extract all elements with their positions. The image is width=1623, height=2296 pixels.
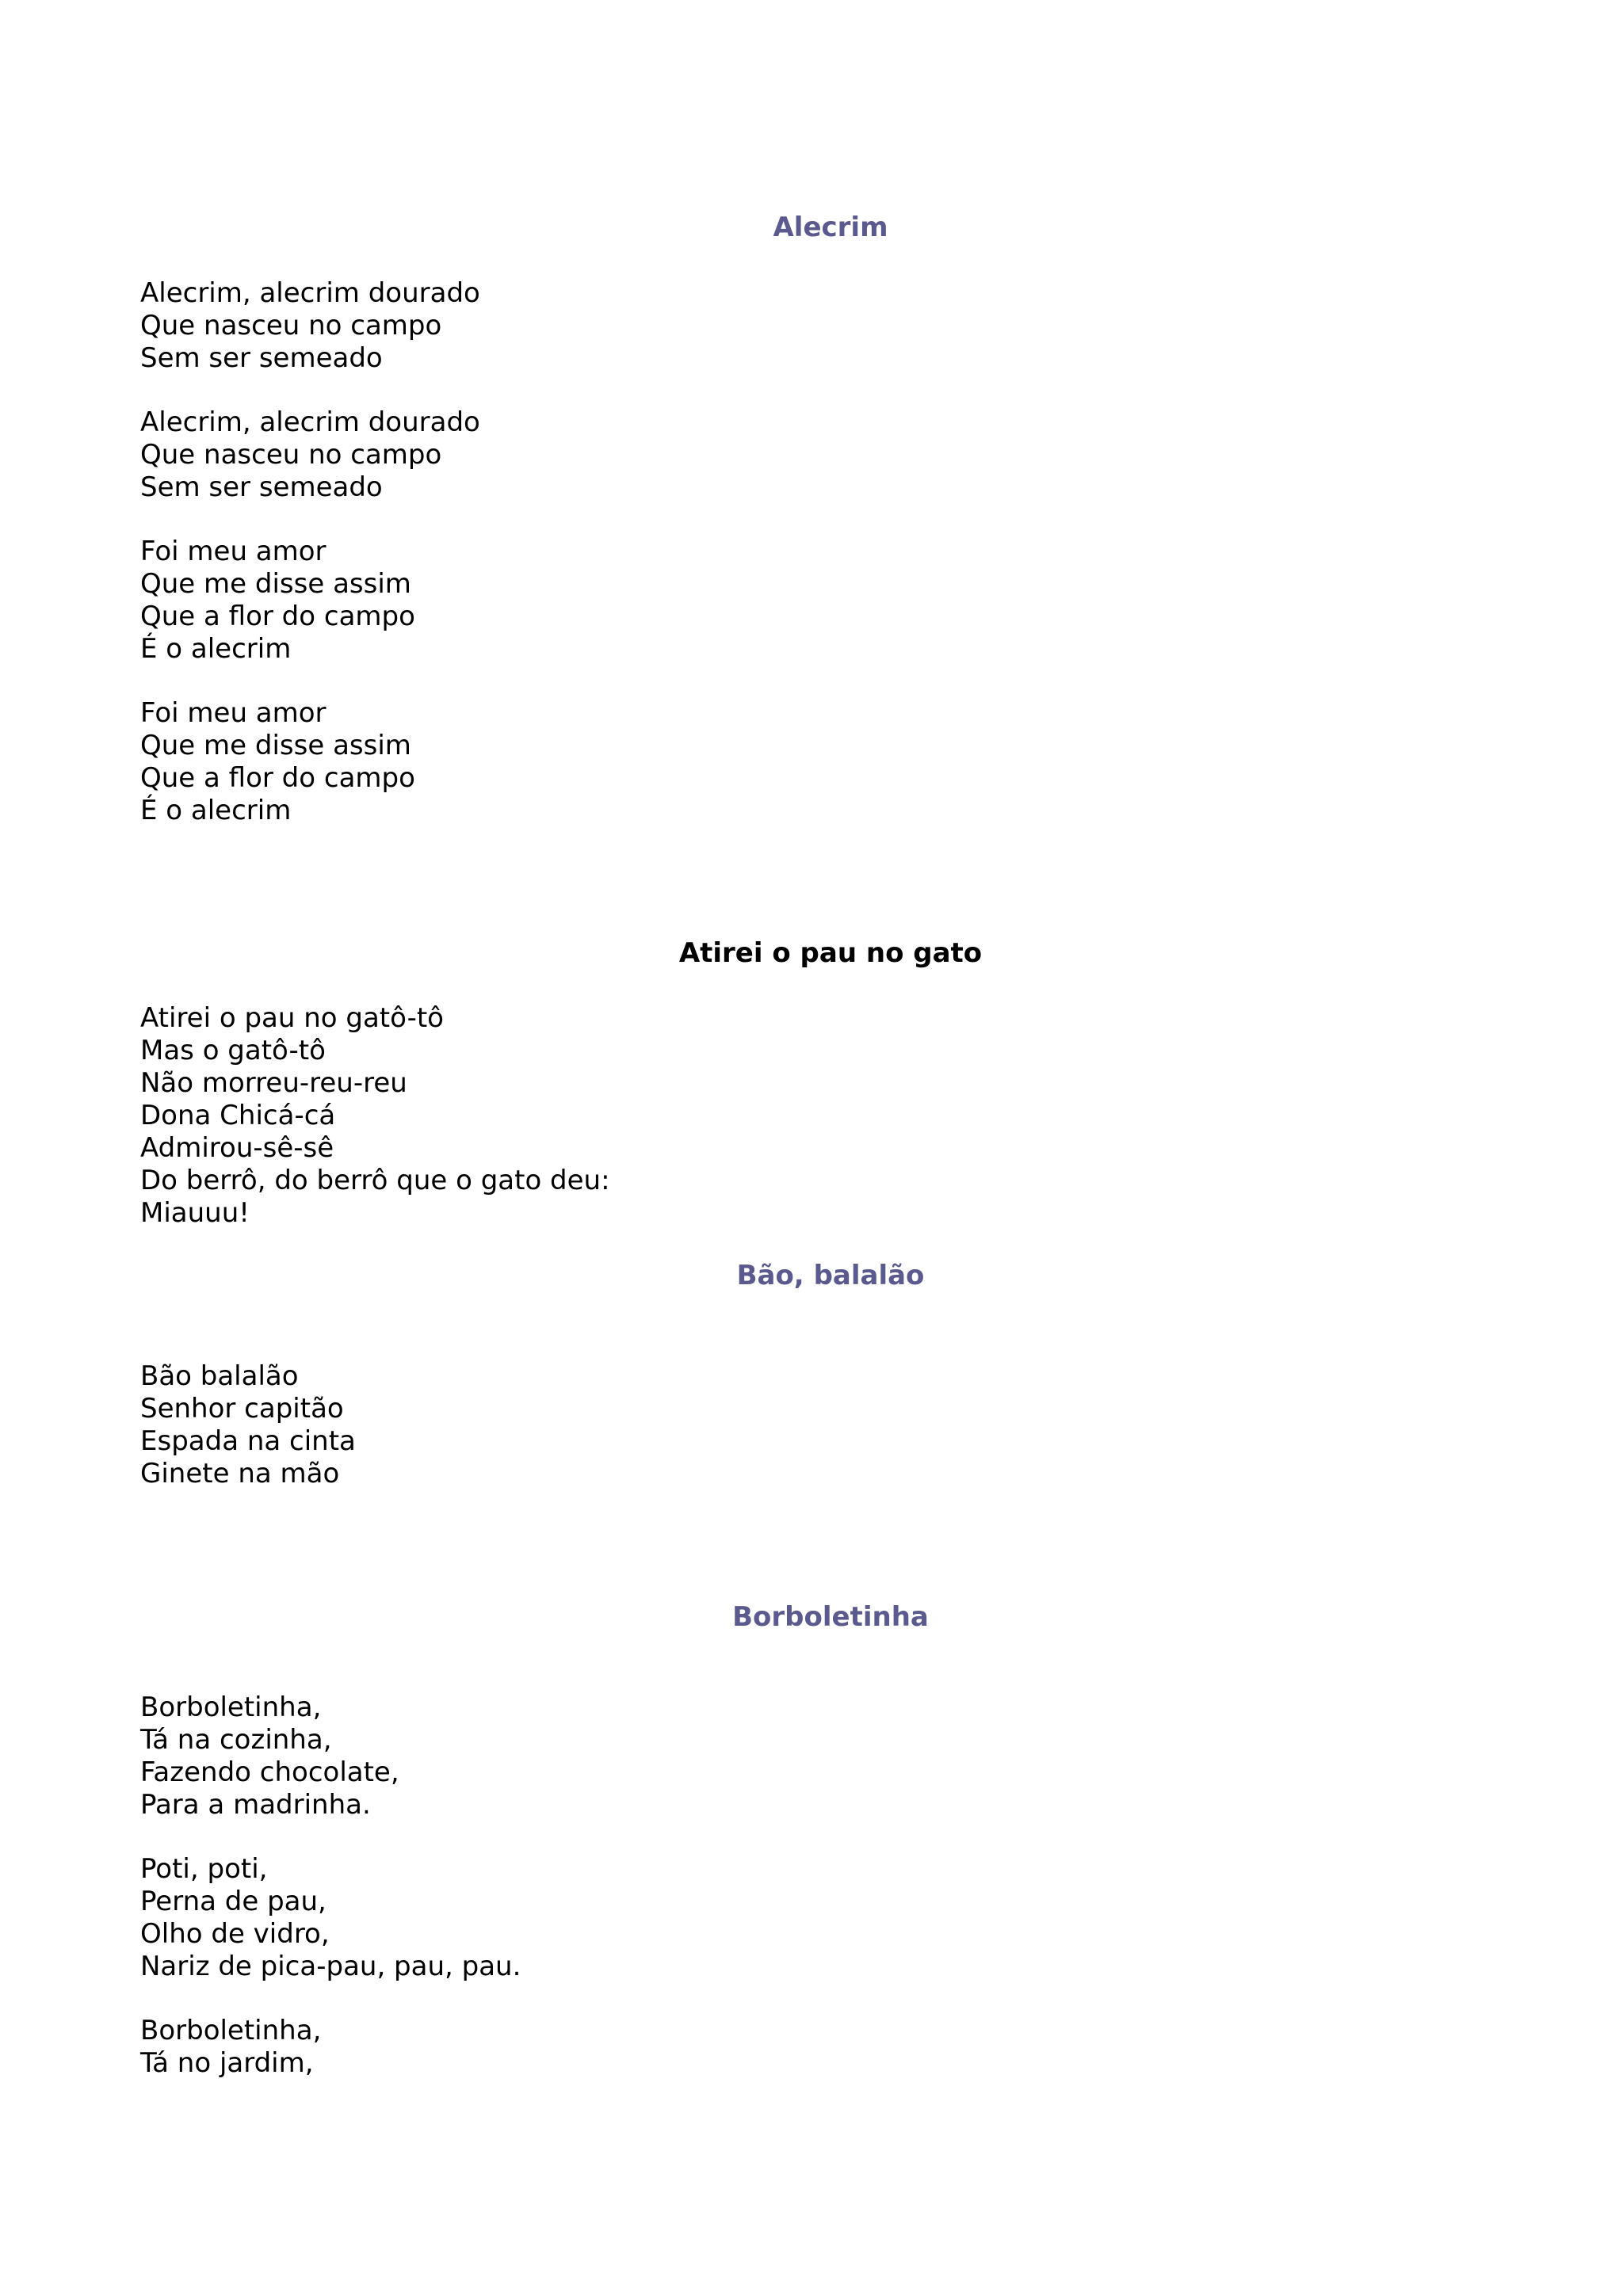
lyric-line: É o alecrim [140,795,292,826]
lyric-line: Que a flor do campo [140,762,415,794]
lyric-line: Para a madrinha. [140,1789,371,1821]
lyric-line: Borboletinha, [140,1691,322,1723]
lyric-line: Dona Chicá-cá [140,1100,336,1131]
lyric-line: Que nasceu no campo [140,310,442,341]
lyric-line: Alecrim, alecrim dourado [140,406,480,438]
lyric-line: Que me disse assim [140,568,411,600]
lyric-line: Fazendo chocolate, [140,1756,399,1788]
lyric-line: Do berrô, do berrô que o gato deu: [140,1165,610,1196]
stanza [140,697,415,827]
lyric-line: Que a flor do campo [140,601,415,632]
lyric-line: Mas o gatô-tô [140,1035,326,1066]
lyric-line: Bão balalão [140,1360,299,1392]
lyric-line: Não morreu-reu-reu [140,1067,407,1099]
lyric-line: Atirei o pau no gatô-tô [140,1002,444,1034]
lyric-line: Admirou-sê-sê [140,1132,334,1164]
stanza [140,1691,399,1821]
lyric-line: Sem ser semeado [140,342,383,374]
lyric-line: Senhor capitão [140,1393,344,1425]
lyric-line: É o alecrim [140,633,292,665]
song-title-bao-balalao: Bão, balalão [736,1260,925,1291]
lyric-line: Poti, poti, [140,1853,268,1885]
lyric-line: Borboletinha, [140,2015,322,2046]
lyric-line: Tá no jardim, [140,2047,314,2079]
stanza [140,536,415,666]
lyric-line: Ginete na mão [140,1458,340,1489]
stanza [140,406,480,504]
lyric-line: Miauuu! [140,1197,250,1229]
lyric-line: Sem ser semeado [140,471,383,503]
lyric-line: Que nasceu no campo [140,439,442,471]
stanza [140,2015,321,2080]
stanza [140,1002,610,1230]
lyric-line: Que me disse assim [140,730,411,761]
stanza [140,1360,356,1490]
lyric-line: Foi meu amor [140,697,327,729]
lyric-line: Alecrim, alecrim dourado [140,277,480,309]
stanza [140,277,480,375]
lyric-line: Tá na cozinha, [140,1724,332,1756]
lyric-line: Perna de pau, [140,1886,327,1917]
song-title-atirei-o-pau-no-gato: Atirei o pau no gato [678,937,983,969]
song-title-borboletinha: Borboletinha [732,1601,929,1633]
lyric-line: Foi meu amor [140,536,327,567]
lyric-line: Olho de vidro, [140,1918,330,1950]
stanza [140,1853,521,1983]
lyric-line: Espada na cinta [140,1425,356,1457]
song-title-alecrim: Alecrim [773,212,888,243]
lyric-line: Nariz de pica-pau, pau, pau. [140,1951,521,1982]
